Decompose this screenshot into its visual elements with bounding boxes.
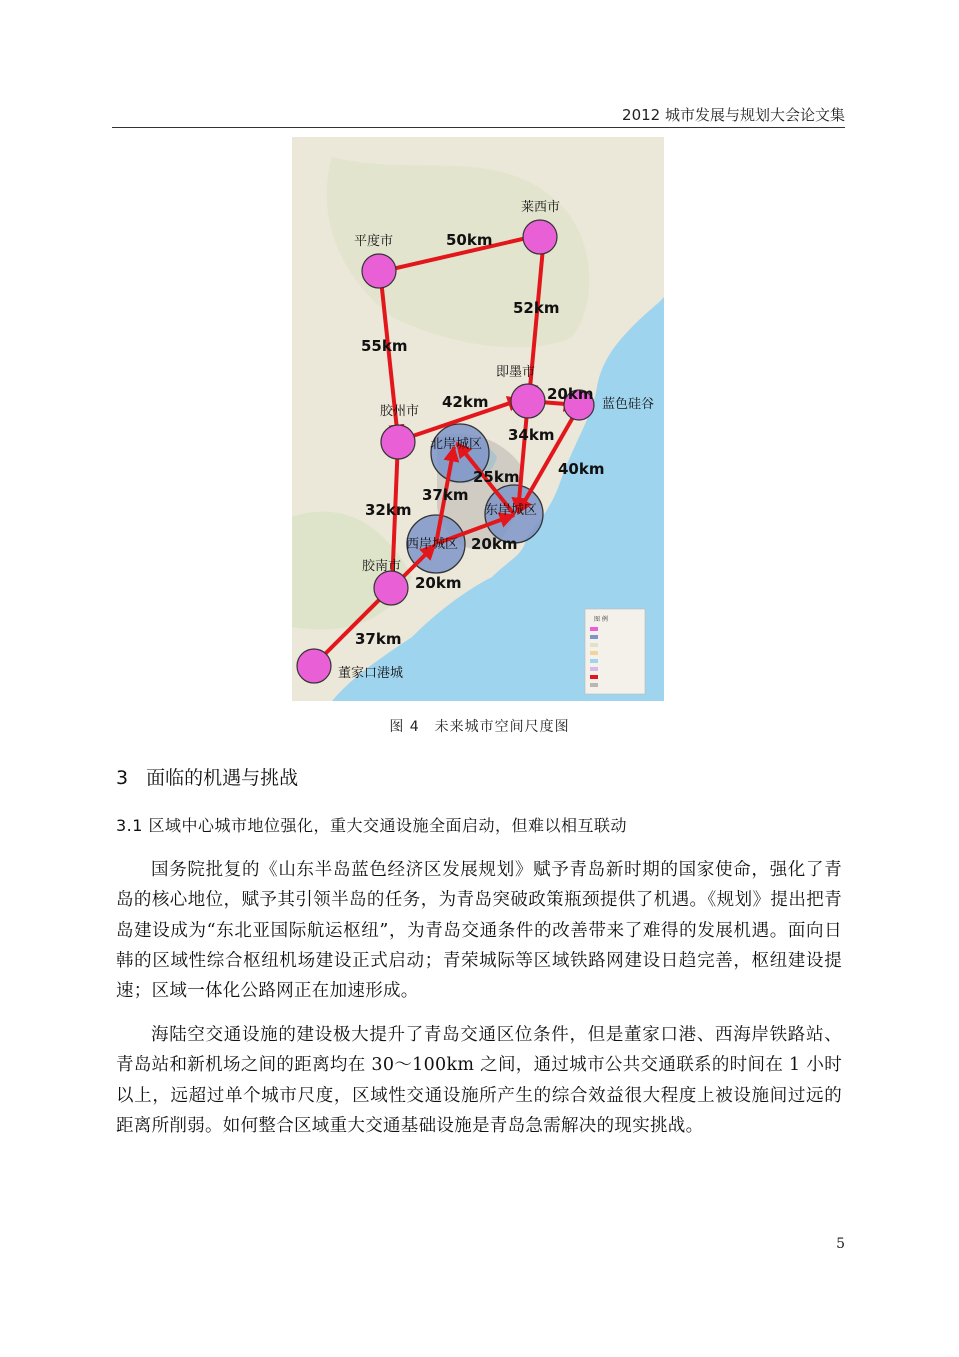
dist-jimo-dongan: 34km	[508, 426, 555, 444]
section-title: 面临的机遇与挑战	[146, 767, 299, 789]
dist-jiaozhou-jiaonan: 32km	[365, 501, 412, 519]
legend-swatch	[590, 643, 598, 647]
label-lanse: 蓝色硅谷	[602, 397, 655, 412]
legend-swatch	[590, 667, 598, 671]
subsection-heading: 3.1 区域中心城市地位强化，重大交通设施全面启动，但难以相互联动	[116, 816, 628, 835]
dist-jiaozhou-jimo: 42km	[442, 393, 489, 411]
dist-xian-beian: 37km	[422, 486, 469, 504]
label-jiaozhou: 胶州市	[380, 404, 420, 419]
dist-pingdu-jiaozhou: 55km	[361, 337, 408, 355]
legend-swatch	[590, 683, 598, 687]
jimo-circle	[511, 384, 545, 418]
dist-beian-dongan: 25km	[473, 468, 520, 486]
dist-pingdu-laixi: 50km	[446, 231, 493, 249]
map-svg	[292, 137, 664, 701]
laixi-circle	[523, 220, 557, 254]
label-pingdu: 平度市	[354, 234, 394, 249]
dist-laixi-jimo: 52km	[513, 299, 560, 317]
legend-swatch	[590, 659, 598, 663]
dist-xian-dongan: 20km	[471, 535, 518, 553]
page-number: 5	[836, 1236, 845, 1252]
label-jiaonan: 胶南市	[362, 559, 402, 574]
dist-jimo-lanse: 20km	[547, 385, 594, 403]
dongjiakou-circle	[297, 649, 331, 683]
jiaozhou-circle	[381, 425, 415, 459]
pingdu-circle	[362, 254, 396, 288]
body-paragraph: 海陆空交通设施的建设极大提升了青岛交通区位条件，但是董家口港、西海岸铁路站、青岛站和新机场之间的距离均在 30～100km 之间，通过城市公共交通联系的时间在 1 小时以上，远超过单个城市尺度，区域性交通设施所产生的综合效益很大程度上被设施间过远的距离所削弱。如何整合区域重大交通基础设施是青岛急需解决的现实挑战。	[116, 1025, 842, 1136]
map-legend	[585, 609, 645, 694]
header-rule	[112, 127, 845, 128]
section-heading	[116, 763, 298, 790]
label-jimo: 即墨市	[496, 365, 536, 380]
city-scale-map	[292, 137, 664, 701]
label-dongjiakou: 董家口港城	[338, 666, 404, 681]
running-header: 2012 城市发展与规划大会论文集	[622, 106, 845, 124]
label-beian: 北岸城区	[430, 437, 483, 452]
label-laixi: 莱西市	[521, 200, 561, 215]
dist-lanse-xian: 40km	[558, 460, 605, 478]
dist-dongjiakou-jiaonan: 37km	[355, 630, 402, 648]
legend-swatch	[590, 627, 598, 631]
label-dongan: 东岸城区	[485, 503, 538, 518]
jiaonan-circle	[374, 571, 408, 605]
dist-jiaonan-xian: 20km	[415, 574, 462, 592]
legend-swatch	[590, 651, 598, 655]
legend-swatch	[590, 675, 598, 679]
section-number: 3	[116, 767, 129, 789]
legend-title: 图 例	[594, 616, 608, 623]
body-paragraph: 国务院批复的《山东半岛蓝色经济区发展规划》赋予青岛新时期的国家使命，强化了青岛的核心地位，赋予其引领半岛的任务，为青岛突破政策瓶颈提供了机遇。《规划》提出把青岛建设成为“东北亚国际航运枢纽”，为青岛交通条件的改善带来了难得的发展机遇。面向日韩的区域性综合枢纽机场建设正式启动；青荣城际等区域铁路网建设日趋完善，枢纽建设提速；区域一体化公路网正在加速形成。	[116, 860, 842, 1002]
label-xian: 西岸城区	[406, 537, 459, 552]
legend-swatch	[590, 635, 598, 639]
figure-caption: 图 4 未来城市空间尺度图	[389, 719, 570, 735]
